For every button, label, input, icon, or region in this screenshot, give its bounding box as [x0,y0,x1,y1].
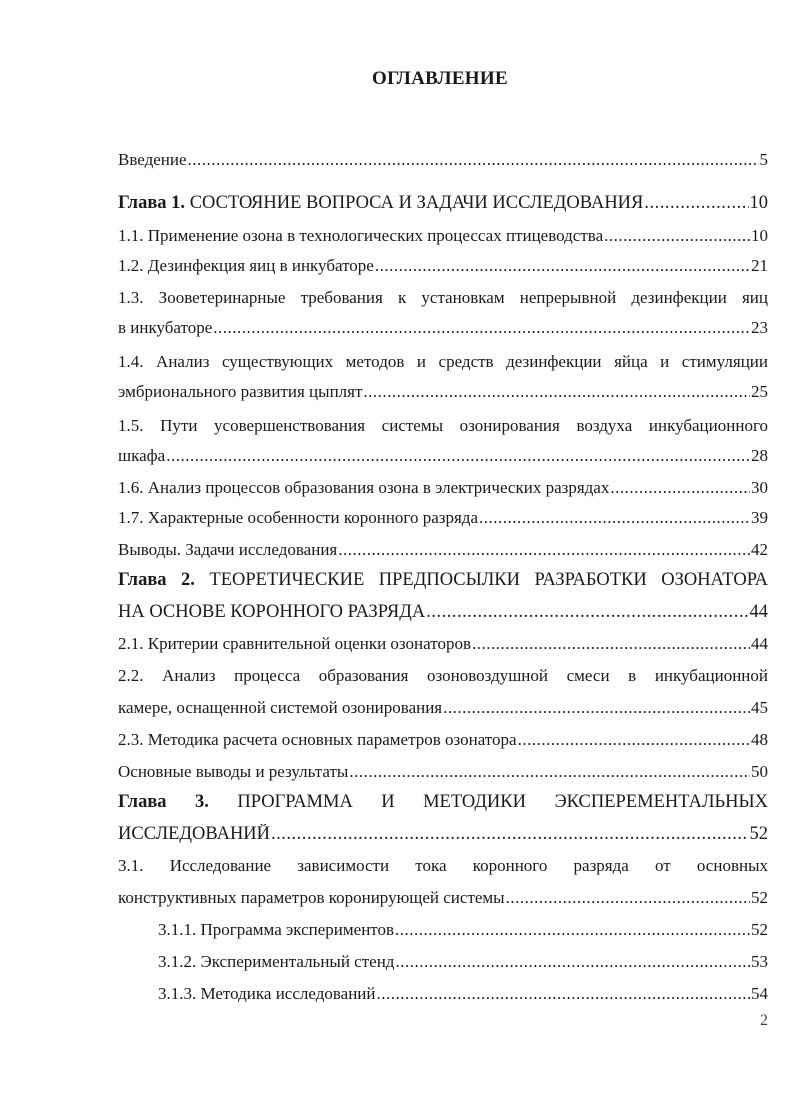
toc-entry-1-4-line-1: 1.4. Анализ существующих методов и средств дезинфекции яйца и стимуляции [118,352,768,371]
toc-entry-1-5-line-2: шкафа ..... 28 [118,446,768,476]
toc-entry-3-1-1: 3.1.1. Программа экспериментов ..... 52 [158,920,768,950]
toc-entry-introduction: Введение ..... 5 [118,150,768,180]
toc-entry-3-1-line-2: конструктивных параметров коронирующей системы ..... 52 [118,888,768,918]
toc-entry-1-6: 1.6. Анализ процессов образования озона в электрических разрядах ..... 30 [118,478,768,508]
toc-entry-1-3-line-1: 1.3. Зооветеринарные требования к установкам непрерывной дезинфекции яиц [118,288,768,307]
toc-entry-2-3: 2.3. Методика расчета основных параметров озонатора ..... 48 [118,730,768,760]
page-title: ОГЛАВЛЕНИЕ [372,68,508,89]
toc-entry-2-1: 2.1. Критерии сравнительной оценки озонаторов ..... 44 [118,634,768,664]
toc-entry-conclusions-1: Выводы. Задачи исследования ..... 42 [118,540,768,570]
page-number: 2 [760,1012,768,1029]
toc-entry-1-3-line-2: в инкубаторе ..... 23 [118,318,768,348]
toc-entry-3-1-line-1: 3.1. Исследование зависимости тока коронного разряда от основных [118,856,768,875]
toc-entry-1-1: 1.1. Применение озона в технологических процессах птицеводства ..... 10 [118,226,768,256]
toc-entry-2-2-line-1: 2.2. Анализ процесса образования озоновоздушной смеси в инкубационной [118,666,768,685]
toc-entry-chapter-2-line-2: НА ОСНОВЕ КОРОННОГО РАЗРЯДА ..... 44 [118,602,768,632]
toc-entry-3-1-2: 3.1.2. Экспериментальный стенд ..... 53 [158,952,768,982]
toc-entry-1-7: 1.7. Характерные особенности коронного разряда ..... 39 [118,508,768,538]
toc-entry-chapter-3-line-1: Глава 3. ПРОГРАММА И МЕТОДИКИ ЭКСПЕРЕМЕНТАЛЬНЫХ [118,792,768,812]
toc-entry-3-1-3: 3.1.3. Методика исследований ..... 54 [158,984,768,1014]
toc-entry-1-2: 1.2. Дезинфекция яиц в инкубаторе ..... 21 [118,256,768,286]
toc-entry-chapter-1: Глава 1. СОСТОЯНИЕ ВОПРОСА И ЗАДАЧИ ИССЛЕДОВАНИЯ ..... 10 [118,193,768,223]
toc-entry-2-2-line-2: камере, оснащенной системой озонирования ..... 45 [118,698,768,728]
toc-entry-1-5-line-1: 1.5. Пути усовершенствования системы озонирования воздуха инкубационного [118,416,768,435]
toc-entry-1-4-line-2: эмбрионального развития цыплят ..... 25 [118,382,768,412]
toc-entry-chapter-3-line-2: ИССЛЕДОВАНИЙ ..... 52 [118,824,768,854]
toc-entry-conclusions-2: Основные выводы и результаты ..... 50 [118,762,768,792]
toc-entry-chapter-2-line-1: Глава 2. ТЕОРЕТИЧЕСКИЕ ПРЕДПОСЫЛКИ РАЗРАБОТКИ ОЗОНАТОРА [118,570,768,590]
